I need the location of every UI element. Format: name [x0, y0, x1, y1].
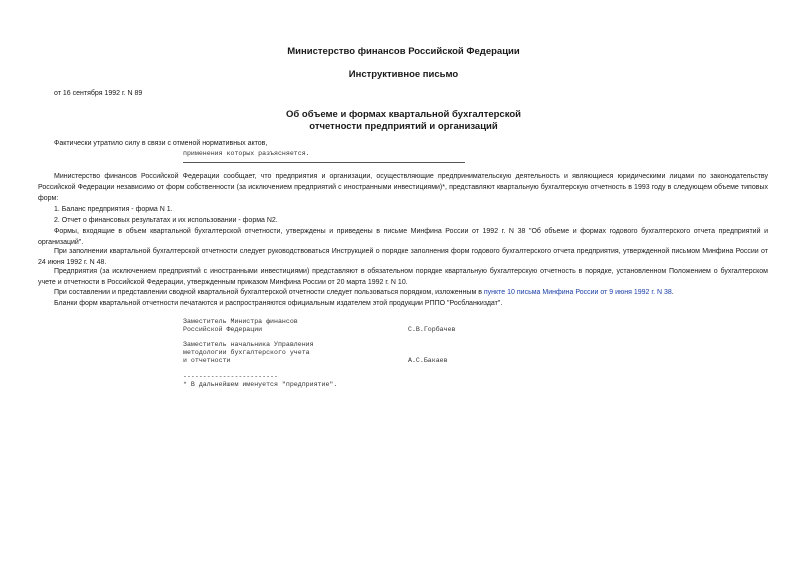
status-note-continued: применения которых разъясняется. [183, 150, 310, 157]
status-note: Фактически утратило силу в связи с отменой нормативных актов, [54, 140, 268, 147]
date-number: от 16 сентября 1992 г. N 89 [54, 90, 143, 97]
footnote-rule: ------------------------ [183, 373, 278, 380]
list-item-form-1: 1. Баланс предприятия - форма N 1. [54, 206, 173, 213]
paragraph-obligation: Предприятия (за исключением предприятий с иностранными инвестициями) представляют в обязательном порядке квартальную бухгалтерскую отчетность в порядке, установленном Положением о бухгалтерском учете и отчетности в Российской Федерации, утвержденным приказом Минфина России от 20 марта 1992 г. N 10. [38, 268, 768, 287]
status-divider [183, 162, 465, 163]
paragraph-forms: Формы, входящие в объем квартальной бухгалтерской отчетности, утверждены и приведены в письме Минфина России от 1992 г. N 38 "Об объеме и формах годового бухгалтерского отчета предприятий и организаций". [38, 228, 768, 247]
signature-1-name: С.В.Горбачев [408, 326, 456, 333]
footnote-text: * В дальнейшем именуется "предприятие". [183, 381, 338, 388]
list-item-form-2: 2. Отчет о финансовых результатах и их использовании - форма N2. [54, 217, 278, 224]
reference-link[interactable]: пункте 10 письма Минфина России от 9 июня 1992 г. N 38 [483, 289, 672, 296]
paragraph-instructions: При заполнении квартальной бухгалтерской отчетности следует руководствоваться Инструкцией о порядке заполнения форм годового бухгалтерского отчета предприятия, утвержденной письмом Минфина России от 24 июня 1992 г. N 48. [38, 248, 768, 267]
signature-2-name: А.С.Бакаев [408, 357, 448, 364]
document-type: Инструктивное письмо [348, 69, 459, 80]
paragraph-consolidated-end: . [671, 289, 674, 296]
signature-2-title-line-2: методологии бухгалтерского учета [183, 349, 310, 356]
paragraph-intro: Министерство финансов Российской Федерации сообщает, что предприятия и организации, осуществляющие предпринимательскую деятельность и являющиеся юридическими лицами по законодательству Российской Федерации независимо от форм собственности (за исключением предприятий с иностранными инвестициями)*, представляют квартальную бухгалтерскую отчетность в 1993 году в следующем объеме типовых форм: [38, 173, 768, 203]
paragraph-consolidated-text: При составлении и представлении сводной квартальной бухгалтерской отчетности следует пользоваться порядком, изложенным в [54, 289, 484, 296]
paragraph-consolidated [38, 287, 768, 298]
document-title-line-2: отчетности предприятий и организаций [309, 121, 498, 132]
ministry-heading: Министерство финансов Российской Федерации [287, 46, 520, 57]
signature-2-title-line-3: и отчетности [183, 357, 231, 364]
signature-2-title-line-1: Заместитель начальника Управления [183, 341, 314, 348]
paragraph-blanks: Бланки форм квартальной отчетности печатаются и распространяются официальным издателем этой продукции РППО "Росбланкиздат". [54, 300, 503, 307]
signature-1-title-line-2: Российской Федерации [183, 326, 263, 333]
document-title-line-1: Об объеме и формах квартальной бухгалтерской [286, 109, 521, 120]
signature-1-title-line-1: Заместитель Министра финансов [183, 318, 298, 325]
